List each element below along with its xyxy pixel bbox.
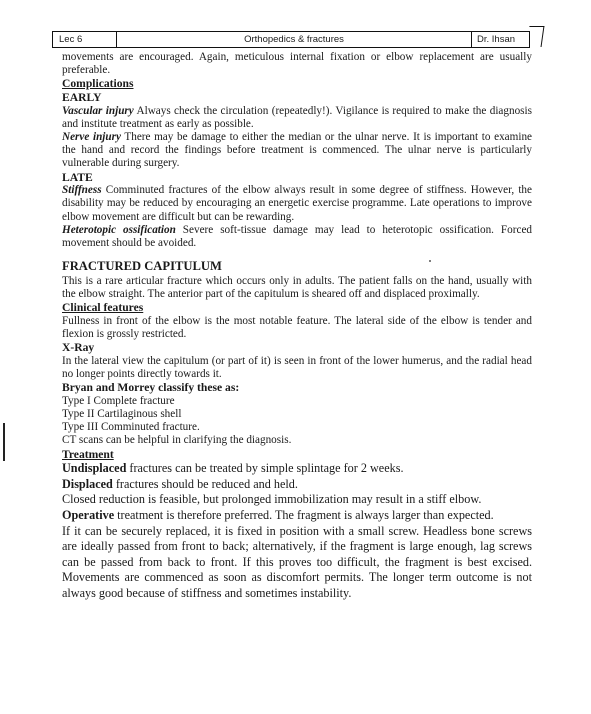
type-1: Type I Complete fracture bbox=[62, 394, 175, 407]
hetero-paragraph bbox=[62, 224, 532, 250]
lecture-topic: Orthopedics & fractures bbox=[117, 32, 472, 47]
hetero-term: Heterotopic ossification bbox=[62, 223, 176, 236]
clinical-heading: Clinical features bbox=[62, 301, 144, 315]
vascular-text: Always check the circulation (repeatedly!). Vigilance is required to make the diagnosis and institute treatment as early as possible. bbox=[62, 104, 532, 130]
vascular-term: Vascular injury bbox=[62, 104, 134, 117]
undisplaced-text: fractures can be treated by simple splintage for 2 weeks. bbox=[126, 461, 404, 476]
ct-paragraph: CT scans can be helpful in clarifying the diagnosis. bbox=[62, 434, 292, 447]
clinical-paragraph: Fullness in front of the elbow is the most notable feature. The lateral side of the elbow is tender and flexion is grossly restricted. bbox=[62, 314, 532, 341]
nerve-term: Nerve injury bbox=[62, 131, 121, 143]
treatment-heading: Treatment bbox=[62, 447, 114, 461]
capitulum-heading: FRACTURED CAPITULUM bbox=[62, 259, 222, 274]
type-2: Type II Cartilaginous shell bbox=[62, 408, 182, 421]
undisplaced-term: Undisplaced bbox=[62, 461, 127, 476]
displaced-paragraph bbox=[62, 477, 532, 493]
nerve-paragraph bbox=[62, 131, 532, 171]
lecture-number: Lec 6 bbox=[53, 32, 117, 47]
classify-heading: Bryan and Morrey classify these as: bbox=[62, 381, 240, 395]
closed-paragraph: Closed reduction is feasible, but prolonged immobilization may result in a stiff elbow. bbox=[62, 492, 482, 507]
complications-heading: Complications bbox=[62, 77, 134, 91]
hetero-text: Severe soft-tissue damage may lead to heterotopic ossification. Forced movement should be avoided. bbox=[62, 223, 532, 250]
xray-paragraph: In the lateral view the capitulum (or part of it) is seen in front of the lower humerus, and the radial head no longer points directly towards it. bbox=[62, 354, 532, 381]
header-corner-mark bbox=[527, 26, 545, 47]
operative-paragraph bbox=[62, 508, 532, 524]
capitulum-paragraph: This is a rare articular fracture which occurs only in adults. The patient falls on the hand, usually with the elbow straight. The anterior part of the capitulum is sheared off and displaced proximally. bbox=[62, 274, 532, 301]
nerve-text: There may be damage to either the median or the ulnar nerve. It is important to examine the hand and record the findings before treatment is commenced. The ulnar nerve is particularly vulnerable during surgery. bbox=[62, 131, 532, 170]
undisplaced-paragraph bbox=[62, 461, 532, 477]
xray-heading: X-Ray bbox=[62, 341, 95, 355]
stiffness-paragraph bbox=[62, 184, 532, 224]
operative-text: treatment is therefore preferred. The fragment is always larger than expected. bbox=[114, 508, 494, 522]
stiffness-term: Stiffness bbox=[62, 184, 102, 197]
displaced-term: Displaced bbox=[62, 476, 113, 491]
margin-mark bbox=[3, 423, 5, 461]
intro-paragraph: movements are encouraged. Again, meticulous internal fixation or elbow replacement are usually preferable. bbox=[62, 51, 532, 77]
document-body bbox=[62, 51, 532, 602]
type-3: Type III Comminuted fracture. bbox=[62, 421, 200, 434]
vascular-paragraph bbox=[62, 105, 532, 131]
lecture-author: Dr. Ihsan bbox=[477, 34, 516, 45]
displaced-text: fractures should be reduced and held. bbox=[112, 476, 298, 491]
early-heading: EARLY bbox=[62, 91, 102, 104]
screw-paragraph: If it can be securely replaced, it is fixed in position with a small screw. Headless bone screws are ideally passed from front to back; alternatively, if the fragment is large enough, lag screws can be passed from back to front. If this proves too difficult, the fragment is best excised. Movements are commenced as soon as discomfort permits. The longer term outcome is not always good because of stiffness and sometimes instability. bbox=[62, 523, 532, 600]
operative-term: Operative bbox=[62, 508, 115, 522]
page-header bbox=[52, 31, 530, 48]
stiffness-text: Comminuted fractures of the elbow always result in some degree of stiffness. However, the disability may be reduced by encouraging an energetic exercise programme. Late operations to improve elbow movement are difficult but can be rewarding. bbox=[62, 184, 532, 223]
late-heading: LATE bbox=[62, 170, 93, 184]
